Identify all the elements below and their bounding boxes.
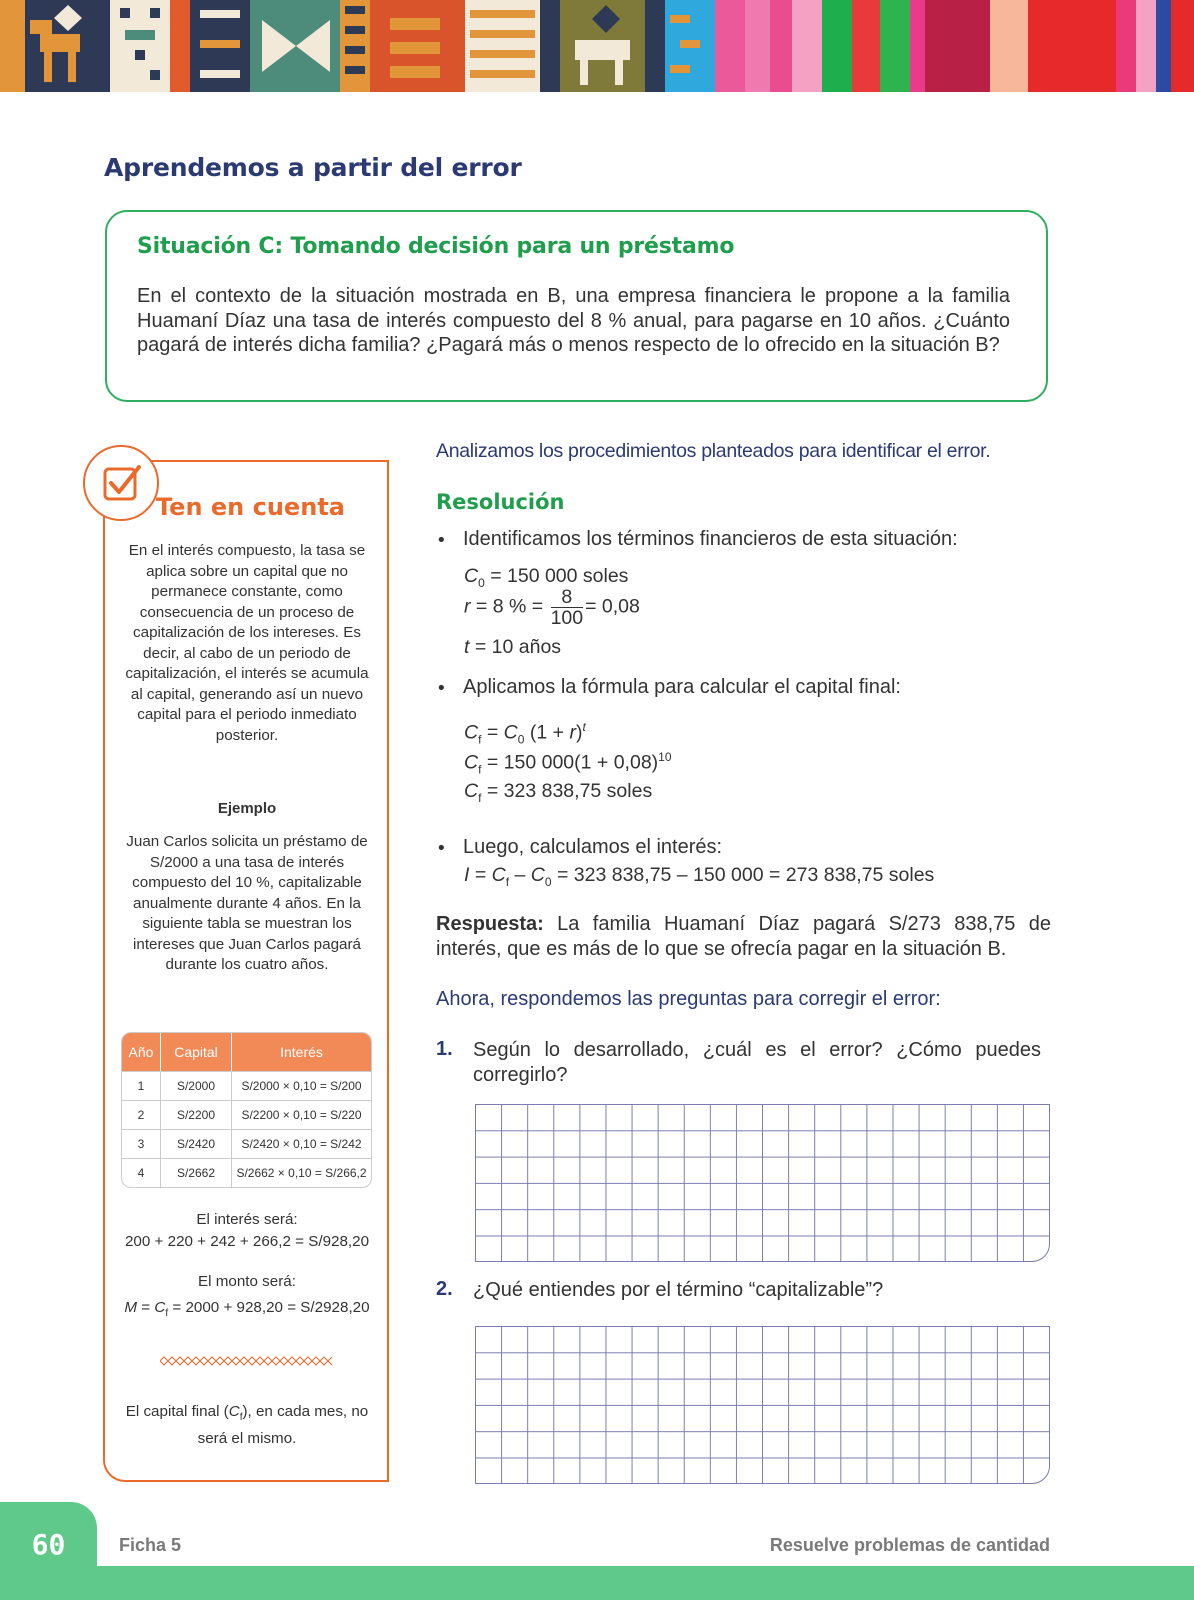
fraction: $\frac{8}{100}$ — [550, 586, 584, 629]
bullet-3-text: Luego, calculamos el interés: — [463, 836, 723, 858]
table-header: Año — [122, 1033, 161, 1071]
table-cell: 2 — [122, 1100, 161, 1129]
footer-ficha: Ficha 5 — [119, 1535, 182, 1555]
table-row — [122, 1129, 371, 1158]
tip-intro-text: En el interés compuesto, la tasa se aplica sobre un capital que no permanece constante, como consecuencia de un proceso de capitalización de los intereses. Es decir, al cabo de un periodo de capitalización, el interés se acumula al capital, generando así un nuevo capital para el periodo inmediato posterior. — [125, 542, 369, 744]
table-cell: S/2000 — [161, 1071, 232, 1100]
final-capital-note: El capital final $(C_f)$, en cada mes, no será el mismo. — [125, 1403, 369, 1447]
section-title: Aprendemos a partir del error — [104, 153, 522, 182]
example-text: Juan Carlos solicita un préstamo de S/2000 a una tasa de interés compuesto del 10 %, capitalizable anualmente durante 4 años. En la siguiente tabla se muestran los intereses que Juan Carlos pagará durante los cuatro años. — [126, 833, 368, 973]
table-cell: 1 — [122, 1071, 161, 1100]
resolution-heading: Resolución — [436, 490, 565, 514]
table-row — [122, 1100, 371, 1129]
equation-time: t = 10 años — [464, 636, 562, 658]
interest-table — [121, 1032, 372, 1188]
formula-capital-final: $C_f = C_0$ $(1 + r)^t$ — [464, 720, 586, 747]
question-number: 1. — [436, 1038, 453, 1060]
answer-grid-2[interactable] — [475, 1326, 1050, 1484]
table-header: Capital — [161, 1033, 232, 1071]
question-2-text: ¿Qué entiendes por el término “capitalizable”? — [473, 1279, 884, 1301]
situation-title: Situación C: Tomando decisión para un préstamo — [137, 234, 735, 259]
table-cell: 4 — [122, 1158, 161, 1187]
formula-result: $C_f = 323$ 838,75 soles — [464, 780, 653, 805]
table-row — [122, 1071, 371, 1100]
bullet-1-text: Identificamos los términos financieros de esta situación: — [463, 528, 958, 550]
table-row — [122, 1158, 371, 1187]
answer-grid-1[interactable] — [475, 1104, 1050, 1262]
interest-label: El interés será: — [196, 1211, 298, 1228]
table-cell: S/2200 — [161, 1100, 232, 1129]
decorative-divider — [160, 1356, 332, 1366]
amount-label: El monto será: — [198, 1273, 296, 1290]
question-1-text: Según lo desarrollado, ¿cuál es el error? ¿Cómo puedes corregirlo? — [473, 1039, 1041, 1086]
amount-calc: $M = C_f = 2000 + 928,20 = S/2928,20$ — [124, 1299, 370, 1320]
page-number: 60 — [31, 1528, 66, 1561]
equation-rate: r = 8 % = $\frac{8}{100}$ = 0,08 — [464, 586, 640, 629]
table-cell: S/2000 × 0,10 = S/200 — [232, 1071, 371, 1100]
footer-subject: Resuelve problemas de cantidad — [769, 1535, 1050, 1555]
bullet-icon: • — [436, 678, 447, 699]
table-cell: S/2420 × 0,10 = S/242 — [232, 1129, 371, 1158]
checkbox-icon — [83, 445, 159, 521]
table-cell: S/2200 × 0,10 = S/220 — [232, 1100, 371, 1129]
equation-c0: $C_0 = 150$ 000 soles — [464, 565, 629, 590]
formula-substitution: $C_f = 150$ $000(1 + 0,08)^{10}$ — [464, 750, 672, 777]
interest-equation: $I = C_f - C_0 = 323$ 838,75 – 150 000 = 273 838,75 soles — [464, 864, 935, 889]
table-cell: S/2662 — [161, 1158, 232, 1187]
bullet-icon: • — [436, 838, 447, 859]
situation-box — [105, 210, 1048, 402]
answer-text: Respuesta: La familia Huamaní Díaz pagará S/273 838,75 de interés, que es más de lo que se ofrecía pagar en la situación B. — [436, 913, 1051, 960]
table-cell: S/2420 — [161, 1129, 232, 1158]
questions-intro: Ahora, respondemos las preguntas para corregir el error: — [436, 988, 941, 1010]
question-number: 2. — [436, 1278, 453, 1300]
analysis-intro: Analizamos los procedimientos planteados para identificar el error. — [436, 440, 991, 462]
footer-bar — [0, 1566, 1194, 1600]
bullet-icon: • — [436, 530, 447, 551]
table-header: Interés — [232, 1033, 371, 1071]
situation-text: En el contexto de la situación mostrada en B, una empresa financiera le propone a la familia Huamaní Díaz una tasa de interés compuesto del 8 % anual, para pagarse en 10 años. ¿Cuánto pagará de interés dicha familia? ¿Pagará más o menos respecto de lo ofrecido en la situación B? — [137, 285, 1010, 356]
tip-title: Ten en cuenta — [156, 493, 345, 521]
table-cell: S/2662 × 0,10 = S/266,2 — [232, 1158, 371, 1187]
bullet-2-text: Aplicamos la fórmula para calcular el capital final: — [463, 676, 901, 698]
example-label: Ejemplo — [217, 800, 277, 817]
table-cell: 3 — [122, 1129, 161, 1158]
decorative-textile-banner — [0, 0, 1194, 92]
interest-calc: 200 + 220 + 242 + 266,2 = S/928,20 — [124, 1233, 370, 1250]
